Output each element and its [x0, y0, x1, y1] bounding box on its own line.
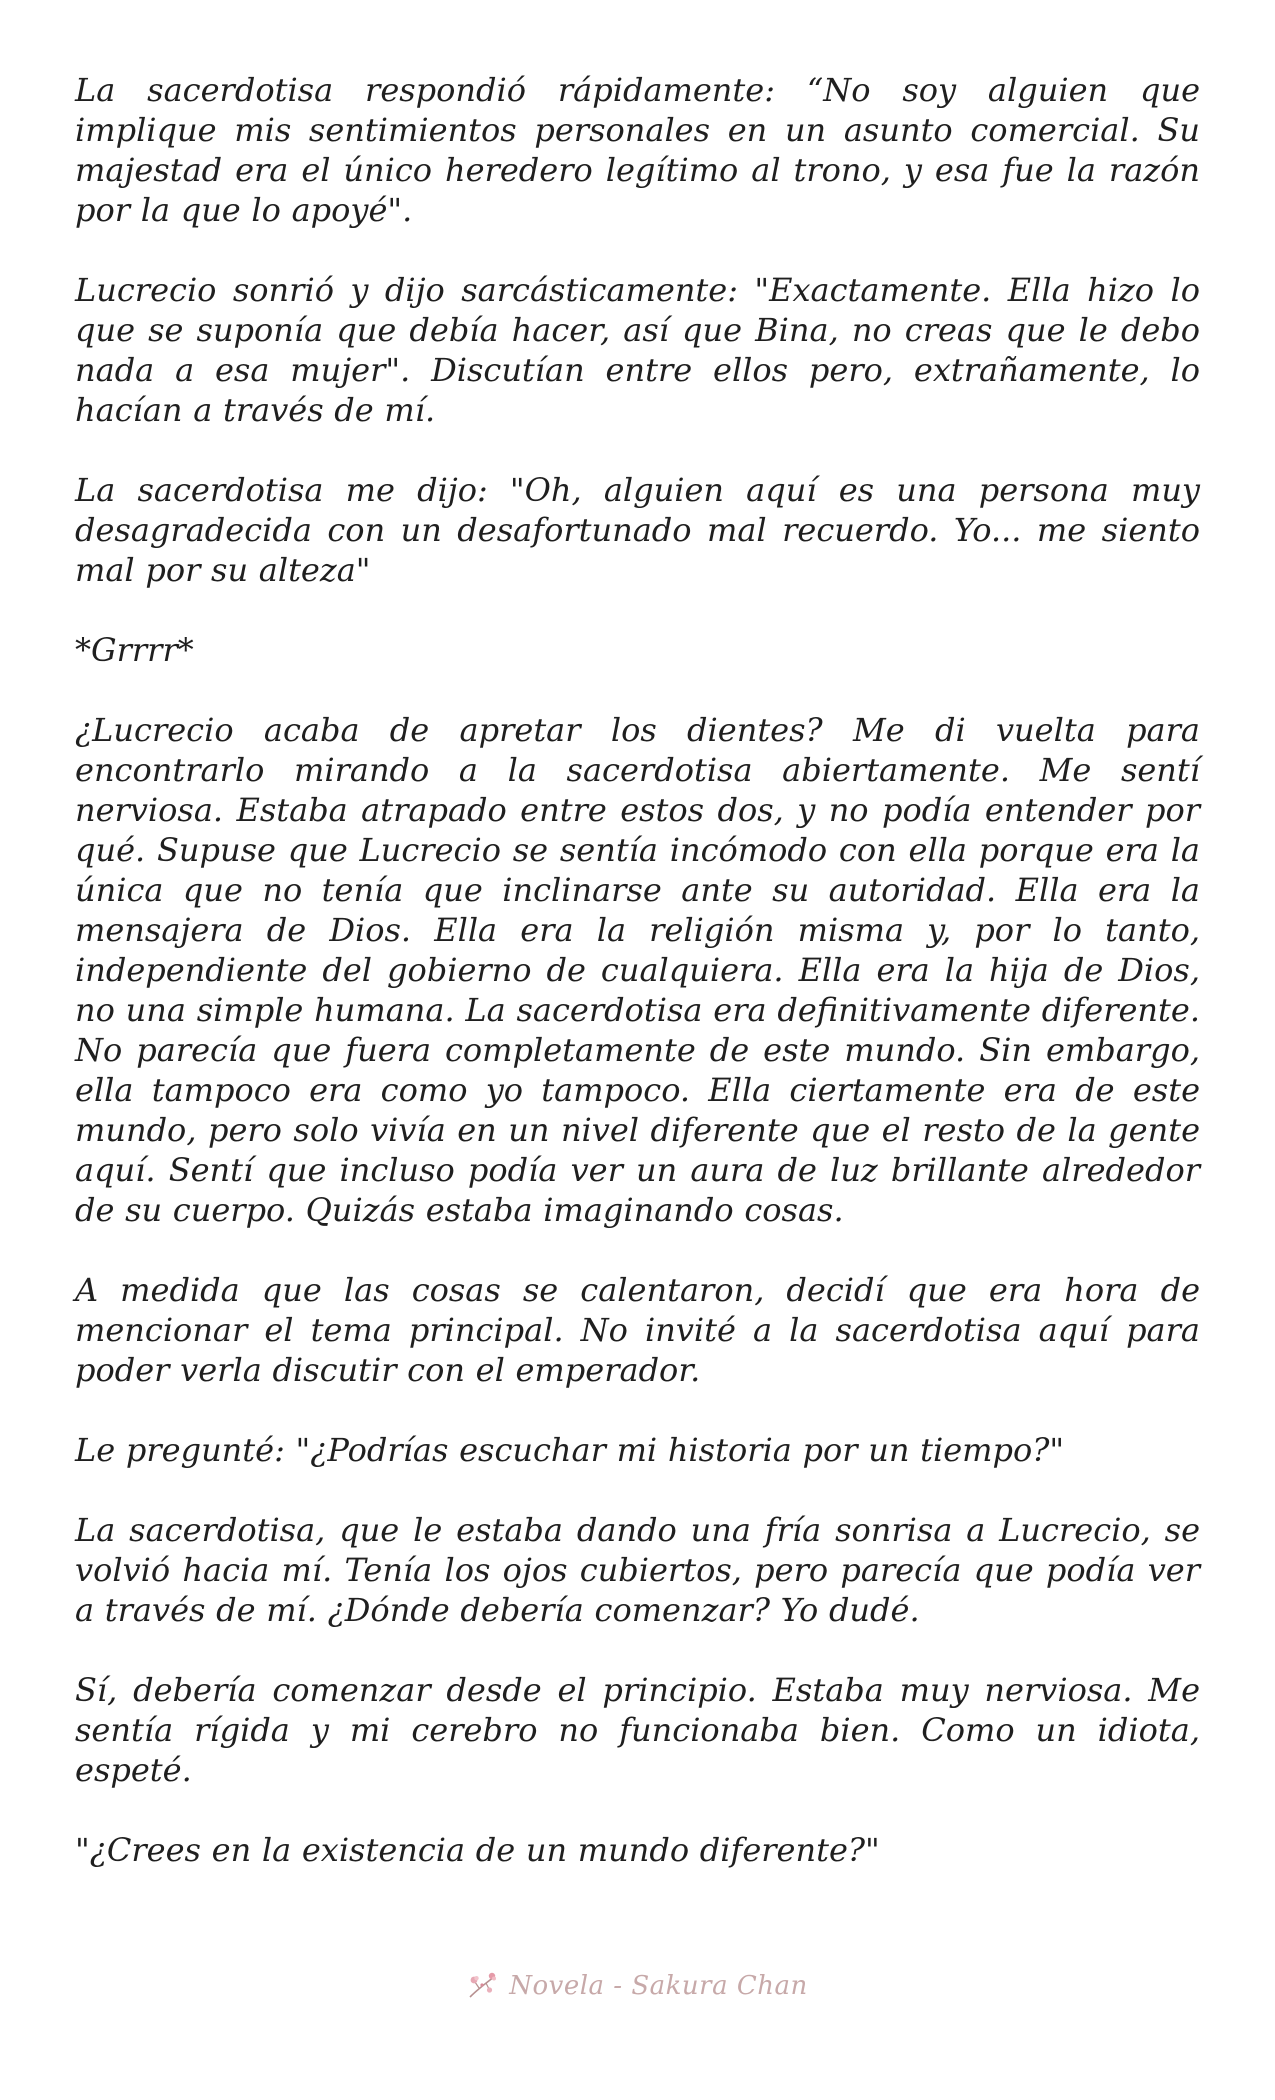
paragraph: A medida que las cosas se calentaron, decidí que era hora de mencionar el tema principal. No invité a la sacerdotisa aquí para poder verla discutir con el emperador. — [75, 1271, 1200, 1389]
paragraph: La sacerdotisa respondió rápidamente: “No soy alguien que implique mis sentimientos personales en un asunto comercial. Su majestad era el único heredero legítimo al trono, y esa fue la razón por la que lo apoyé". — [75, 71, 1200, 229]
paragraph: ¿Lucrecio acaba de apretar los dientes? Me di vuelta para encontrarlo mirando a la sacerdotisa abiertamente. Me sentí nerviosa. Estaba atrapado entre estos dos, y no podía entender por qué. Supuse que Lucrecio se sentía incómodo con ella porque era la única que no tenía que inclinarse ante su autoridad. Ella era la mensajera de Dios. Ella era la religión misma y, por lo tanto, independiente del gobierno de cualquiera. Ella era la hija de Dios, no una simple humana. La sacerdotisa era definitivamente diferente. No parecía que fuera completamente de este mundo. Sin embargo, ella tampoco era como yo tampoco. Ella ciertamente era de este mundo, pero solo vivía en un nivel diferente que el resto de la gente aquí. Sentí que incluso podía ver un aura de luz brillante alrededor de su cuerpo. Quizás estaba imaginando cosas. — [75, 711, 1200, 1229]
watermark-text: Novela - Sakura Chan — [509, 1971, 808, 2001]
paragraph: La sacerdotisa me dijo: "Oh, alguien aquí es una persona muy desagradecida con un desafortunado mal recuerdo. Yo... me siento mal por su alteza" — [75, 471, 1200, 589]
paragraph: *Grrrr* — [75, 631, 194, 669]
paragraph: Sí, debería comenzar desde el principio. Estaba muy nerviosa. Me sentía rígida y mi cerebro no funcionaba bien. Como un idiota, espeté. — [75, 1671, 1200, 1789]
cherry-blossom-icon — [467, 1971, 499, 2001]
paragraph: "¿Crees en la existencia de un mundo diferente?" — [75, 1831, 880, 1869]
paragraph: Le pregunté: "¿Podrías escuchar mi historia por un tiempo?" — [75, 1431, 1065, 1469]
paragraph: La sacerdotisa, que le estaba dando una fría sonrisa a Lucrecio, se volvió hacia mí. Tenía los ojos cubiertos, pero parecía que podía ver a través de mí. ¿Dónde debería comenzar? Yo dudé. — [75, 1511, 1200, 1629]
watermark — [0, 1966, 1275, 2006]
paragraph: Lucrecio sonrió y dijo sarcásticamente: "Exactamente. Ella hizo lo que se suponía que debía hacer, así que Bina, no creas que le debo nada a esa mujer". Discutían entre ellos pero, extrañamente, lo hacían a través de mí. — [75, 271, 1200, 429]
